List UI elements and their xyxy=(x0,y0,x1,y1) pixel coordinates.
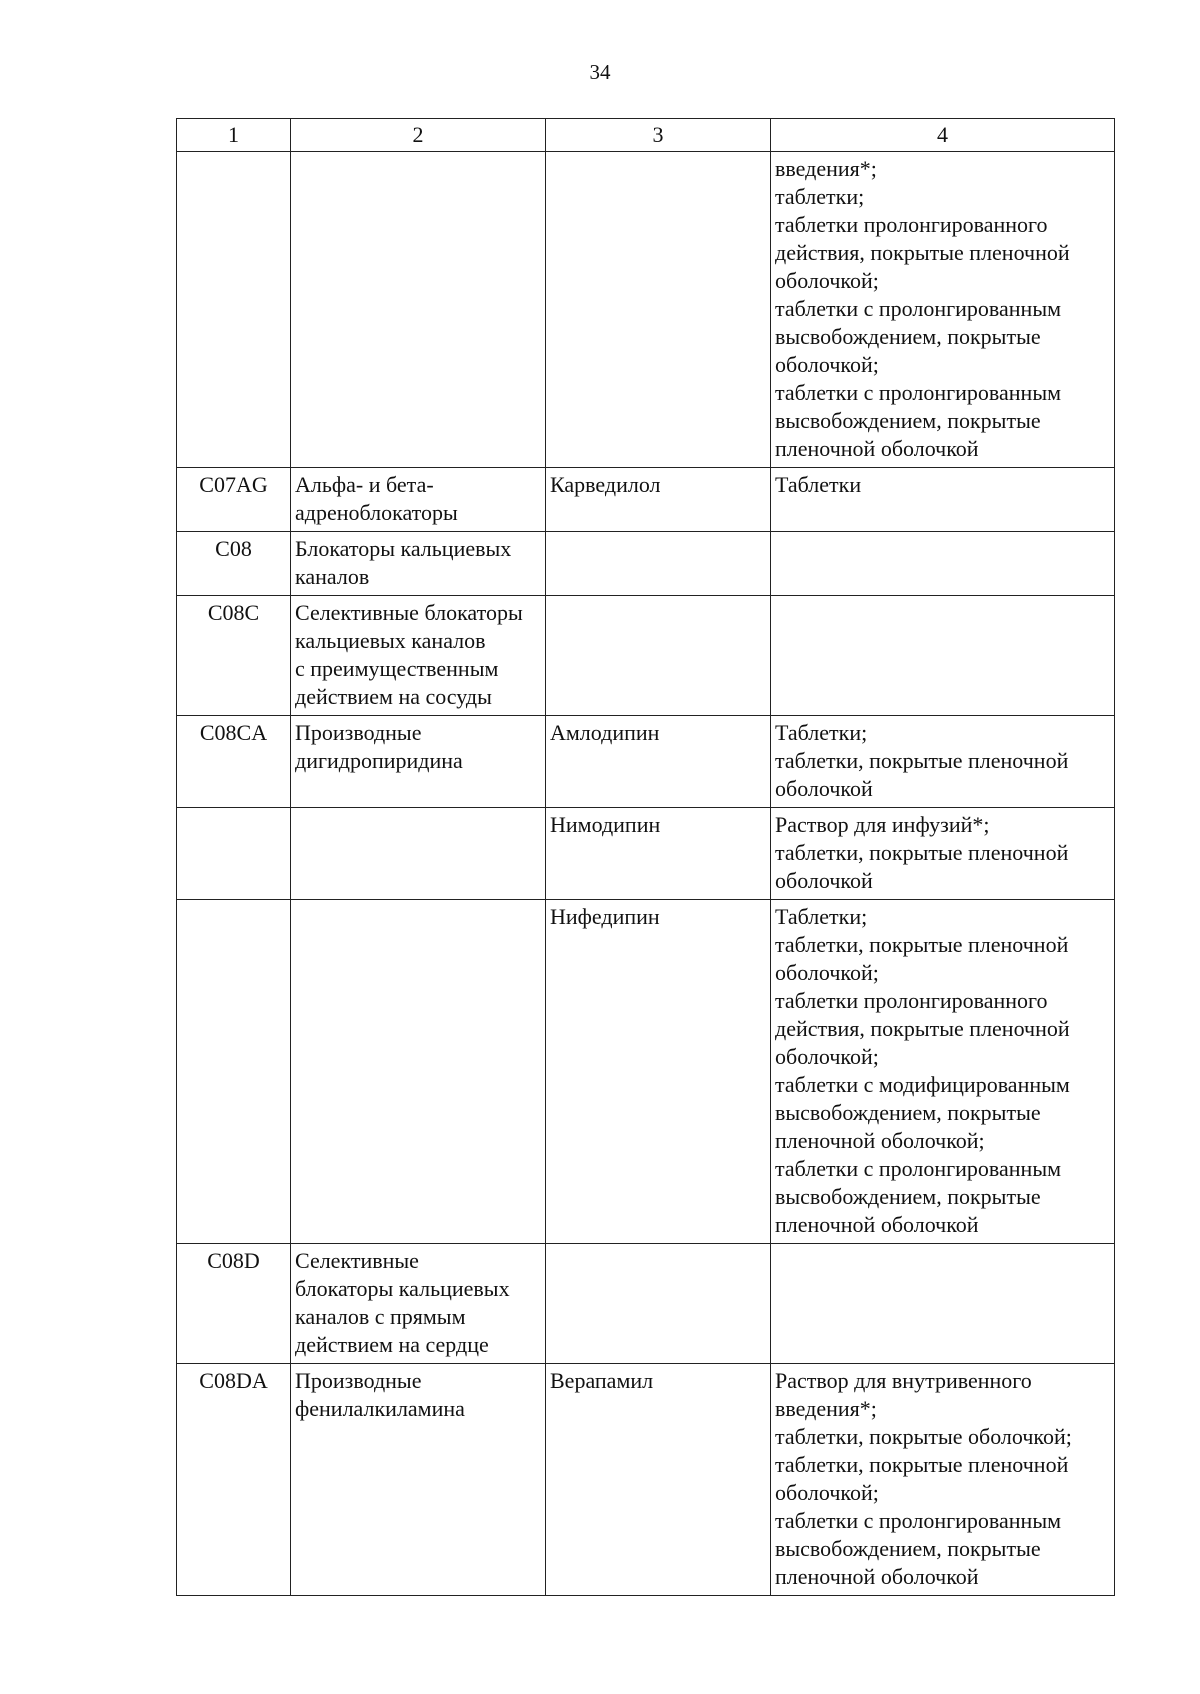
header-row xyxy=(177,119,1115,152)
group-text-line: кальциевых каналов xyxy=(295,628,486,653)
dosage-forms-cell xyxy=(771,1244,1115,1364)
dosage-form-line: таблетки пролонгированного xyxy=(775,212,1048,237)
table-row xyxy=(177,1364,1115,1596)
atc-code-cell: C07AG xyxy=(177,468,291,532)
atc-code-cell: C08DA xyxy=(177,1364,291,1596)
pharmacological-group-cell xyxy=(291,1244,546,1364)
dosage-form-line: Таблетки; xyxy=(775,720,868,745)
pharmacological-group-cell xyxy=(291,596,546,716)
drug-name-cell xyxy=(546,1244,771,1364)
atc-code-cell xyxy=(177,808,291,900)
dosage-form-line: оболочкой; xyxy=(775,352,879,377)
group-text-line: Блокаторы кальциевых xyxy=(295,536,512,561)
table-row xyxy=(177,532,1115,596)
dosage-forms-cell xyxy=(771,468,1115,532)
group-text-line: Производные xyxy=(295,720,422,745)
column-header-4: 4 xyxy=(771,119,1115,152)
dosage-form-line: Раствор для внутривенного xyxy=(775,1368,1032,1393)
dosage-form-line: оболочкой xyxy=(775,776,873,801)
dosage-form-line: таблетки с пролонгированным xyxy=(775,1156,1062,1181)
dosage-form-line: высвобождением, покрытые xyxy=(775,1536,1041,1561)
group-text-line: адреноблокаторы xyxy=(295,500,458,525)
dosage-form-line: введения*; xyxy=(775,156,877,181)
dosage-form-line: таблетки, покрытые оболочкой; xyxy=(775,1424,1072,1449)
page-number: 34 xyxy=(589,60,611,84)
dosage-form-line: пленочной оболочкой xyxy=(775,1212,979,1237)
dosage-form-line: таблетки, покрытые пленочной xyxy=(775,748,1069,773)
group-text-line: каналов xyxy=(295,564,370,589)
drug-name-cell xyxy=(546,532,771,596)
dosage-form-line: Таблетки; xyxy=(775,904,868,929)
dosage-forms-cell xyxy=(771,808,1115,900)
dosage-forms-cell xyxy=(771,716,1115,808)
column-header-1: 1 xyxy=(177,119,291,152)
dosage-forms-cell xyxy=(771,152,1115,468)
dosage-form-line: действия, покрытые пленочной xyxy=(775,240,1070,265)
group-text-line: блокаторы кальциевых xyxy=(295,1276,510,1301)
dosage-form-line: оболочкой; xyxy=(775,1044,879,1069)
dosage-form-line: таблетки с пролонгированным xyxy=(775,296,1062,321)
atc-code-cell: C08C xyxy=(177,596,291,716)
dosage-form-line: таблетки с пролонгированным xyxy=(775,1508,1062,1533)
table-row xyxy=(177,900,1115,1244)
drug-name-cell: Нифедипин xyxy=(546,900,771,1244)
dosage-form-line: пленочной оболочкой xyxy=(775,436,979,461)
table-row xyxy=(177,468,1115,532)
drug-name-cell: Верапамил xyxy=(546,1364,771,1596)
dosage-form-line: таблетки, покрытые пленочной xyxy=(775,1452,1069,1477)
pharmacological-group-cell xyxy=(291,152,546,468)
group-text-line: дигидропиридина xyxy=(295,748,463,773)
group-text-line: действием на сердце xyxy=(295,1332,489,1357)
dosage-forms-cell xyxy=(771,596,1115,716)
column-header-3: 3 xyxy=(546,119,771,152)
dosage-form-line: действия, покрытые пленочной xyxy=(775,1016,1070,1041)
pharmacological-group-cell xyxy=(291,900,546,1244)
pharmacological-group-cell xyxy=(291,1364,546,1596)
atc-code-cell xyxy=(177,152,291,468)
drug-classification-table xyxy=(176,118,1115,1596)
dosage-form-line: Раствор для инфузий*; xyxy=(775,812,990,837)
dosage-form-line: высвобождением, покрытые xyxy=(775,1184,1041,1209)
dosage-form-line: таблетки пролонгированного xyxy=(775,988,1048,1013)
dosage-form-line: таблетки с модифицированным xyxy=(775,1072,1070,1097)
table-row xyxy=(177,596,1115,716)
group-text-line: каналов с прямым xyxy=(295,1304,466,1329)
group-text-line: Селективные блокаторы xyxy=(295,600,523,625)
dosage-form-line: высвобождением, покрытые xyxy=(775,324,1041,349)
drug-name-cell: Карведилол xyxy=(546,468,771,532)
pharmacological-group-cell xyxy=(291,808,546,900)
group-text-line: действием на сосуды xyxy=(295,684,492,709)
pharmacological-group-cell xyxy=(291,468,546,532)
table-body xyxy=(177,152,1115,1596)
dosage-form-line: высвобождением, покрытые xyxy=(775,1100,1041,1125)
drug-name-cell: Амлодипин xyxy=(546,716,771,808)
dosage-forms-cell xyxy=(771,900,1115,1244)
group-text-line: с преимущественным xyxy=(295,656,499,681)
drug-name-cell: Нимодипин xyxy=(546,808,771,900)
group-text-line: Альфа- и бета- xyxy=(295,472,434,497)
atc-code-cell xyxy=(177,900,291,1244)
dosage-form-line: оболочкой; xyxy=(775,960,879,985)
dosage-form-line: оболочкой; xyxy=(775,268,879,293)
table-header xyxy=(177,119,1115,152)
atc-code-cell: C08D xyxy=(177,1244,291,1364)
table-row xyxy=(177,1244,1115,1364)
group-text-line: Производные xyxy=(295,1368,422,1393)
dosage-form-line: введения*; xyxy=(775,1396,877,1421)
table-row xyxy=(177,808,1115,900)
dosage-forms-cell xyxy=(771,1364,1115,1596)
table-row xyxy=(177,152,1115,468)
table-row xyxy=(177,716,1115,808)
dosage-form-line: таблетки с пролонгированным xyxy=(775,380,1062,405)
dosage-form-line: таблетки, покрытые пленочной xyxy=(775,932,1069,957)
group-text-line: фенилалкиламина xyxy=(295,1396,465,1421)
pharmacological-group-cell xyxy=(291,532,546,596)
dosage-form-line: пленочной оболочкой xyxy=(775,1564,979,1589)
atc-code-cell: C08 xyxy=(177,532,291,596)
dosage-forms-cell xyxy=(771,532,1115,596)
dosage-form-line: Таблетки xyxy=(775,472,862,497)
pharmacological-group-cell xyxy=(291,716,546,808)
drug-name-cell xyxy=(546,152,771,468)
group-text-line: Селективные xyxy=(295,1248,419,1273)
dosage-form-line: оболочкой xyxy=(775,868,873,893)
drug-name-cell xyxy=(546,596,771,716)
dosage-form-line: таблетки, покрытые пленочной xyxy=(775,840,1069,865)
dosage-form-line: оболочкой; xyxy=(775,1480,879,1505)
dosage-form-line: пленочной оболочкой; xyxy=(775,1128,985,1153)
dosage-form-line: высвобождением, покрытые xyxy=(775,408,1041,433)
dosage-form-line: таблетки; xyxy=(775,184,865,209)
atc-code-cell: C08CA xyxy=(177,716,291,808)
column-header-2: 2 xyxy=(291,119,546,152)
